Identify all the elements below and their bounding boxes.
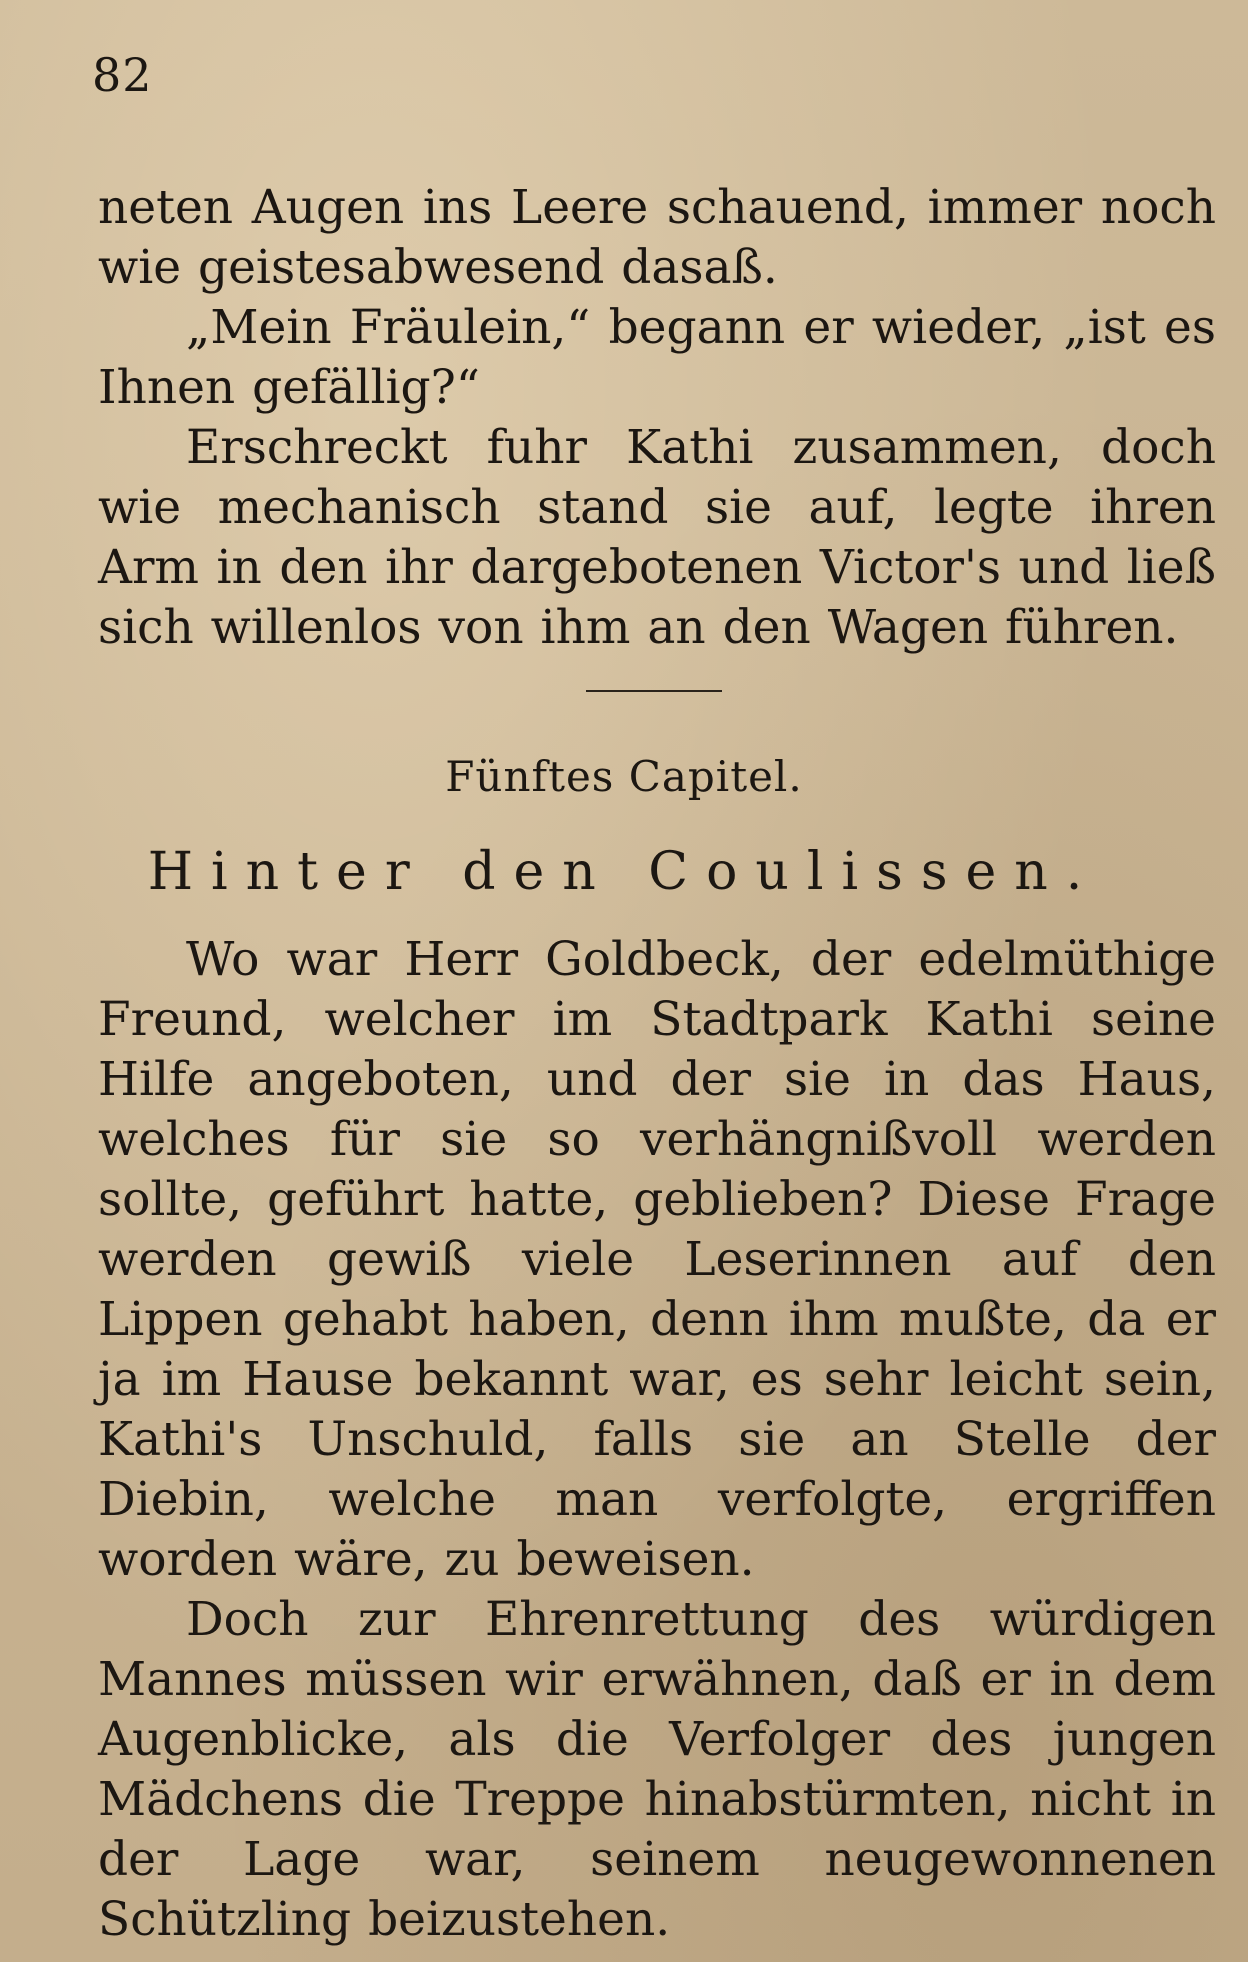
paragraph: Doch zur Ehrenrettung des würdigen Mannes müssen wir erwähnen, daß er in dem Augenblicke, als die Verfolger des jungen Mädchens die Treppe hinabstürmten, nicht in der Lage war, seinem neugewonnenen Schützling beizustehen. [98, 1592, 1216, 1947]
paragraph: neten Augen ins Leere schauend, immer noch wie geistesabwesend dasaß. [98, 180, 1216, 295]
paragraph: Erschreckt fuhr Kathi zusammen, doch wie mechanisch stand sie auf, legte ihren Arm in den ihr dargebotenen Victor's und ließ sich willenlos von ihm an den Wagen führen. [98, 420, 1216, 655]
chapter-title: Hinter den Coulissen. [147, 842, 1101, 902]
chapter-number: Fünftes Capitel. [445, 752, 803, 801]
page-number: 82 [92, 48, 153, 102]
text-block-chapter [98, 930, 1216, 1950]
paragraph: „Mein Fräulein,“ begann er wieder, „ist es Ihnen gefällig?“ [98, 300, 1216, 415]
section-divider [586, 690, 722, 692]
paragraph: Wo war Herr Goldbeck, der edelmüthige Freund, welcher im Stadtpark Kathi seine Hilfe angeboten, und der sie in das Haus, welches für sie so verhängnißvoll werden sollte, geführt hatte, geblieben? Diese Frage werden gewiß viele Leserinnen auf den Lippen gehabt haben, denn ihm mußte, da er ja im Hause bekannt war, es sehr leicht sein, Kathi's Unschuld, falls sie an Stelle der Diebin, welche man verfolgte, ergriffen worden wäre, zu beweisen. [98, 932, 1216, 1587]
text-block-continuation [98, 178, 1216, 658]
